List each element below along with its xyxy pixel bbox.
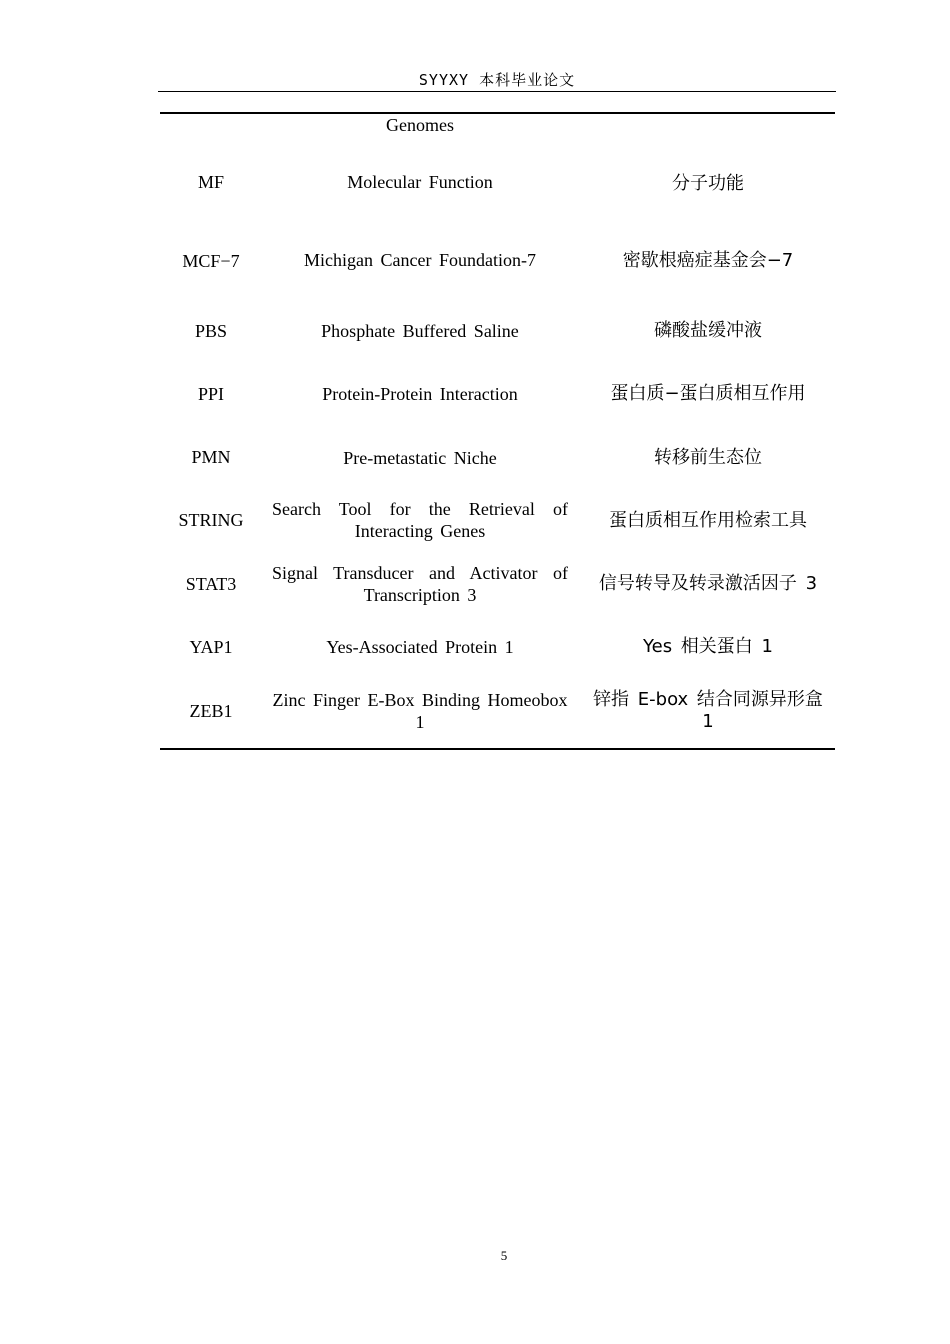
table-row-full: Signal Transducer and Activator of Transcription 3 bbox=[272, 563, 568, 605]
table-row-cn: 磷酸盐缓冲液 bbox=[654, 320, 762, 341]
table-row-cn: 信号转导及转录激活因子 3 bbox=[598, 573, 818, 594]
table-row-cn: 锌指 E-box 结合同源异形盒 1 bbox=[593, 689, 823, 732]
table-row-cn: Yes 相关蛋白 1 bbox=[643, 636, 773, 657]
table-row-abbr: STAT3 bbox=[185, 574, 237, 594]
table-row-abbr: MF bbox=[197, 172, 224, 192]
table-bottom-rule bbox=[160, 748, 835, 750]
table-row-abbr: PPI bbox=[197, 384, 224, 404]
table-continued-fragment: Genomes bbox=[386, 115, 454, 135]
table-row-abbr: PBS bbox=[194, 321, 228, 341]
table-row-abbr: PMN bbox=[191, 447, 231, 467]
table-row-cn: 转移前生态位 bbox=[654, 447, 762, 468]
table-row-abbr: YAP1 bbox=[189, 637, 233, 657]
table-row-cn: 蛋白质−蛋白质相互作用 bbox=[610, 383, 806, 404]
table-row-cn: 分子功能 bbox=[672, 173, 744, 194]
table-row-full: Zinc Finger E-Box Binding Homeobox 1 bbox=[272, 690, 568, 732]
header-rule bbox=[158, 91, 836, 92]
table-row-full: Michigan Cancer Foundation-7 bbox=[304, 250, 536, 270]
table-row-abbr: STRING bbox=[178, 510, 244, 530]
table-row-full: Yes-Associated Protein 1 bbox=[326, 637, 514, 657]
page-number: 5 bbox=[500, 1248, 508, 1263]
page-header-title: SYYXY 本科毕业论文 bbox=[418, 71, 576, 89]
table-row-full: Phosphate Buffered Saline bbox=[321, 321, 519, 341]
table-row-cn: 蛋白质相互作用检索工具 bbox=[609, 510, 807, 531]
table-row-full: Protein-Protein Interaction bbox=[322, 384, 518, 404]
table-row-cn: 密歇根癌症基金会−7 bbox=[622, 250, 794, 271]
table-row-full: Pre-metastatic Niche bbox=[343, 448, 497, 468]
table-row-abbr: MCF−7 bbox=[182, 251, 240, 271]
table-row-full: Molecular Function bbox=[347, 172, 493, 192]
table-row-full: Search Tool for the Retrieval of Interacting Genes bbox=[272, 499, 568, 541]
table-row-abbr: ZEB1 bbox=[189, 701, 233, 721]
